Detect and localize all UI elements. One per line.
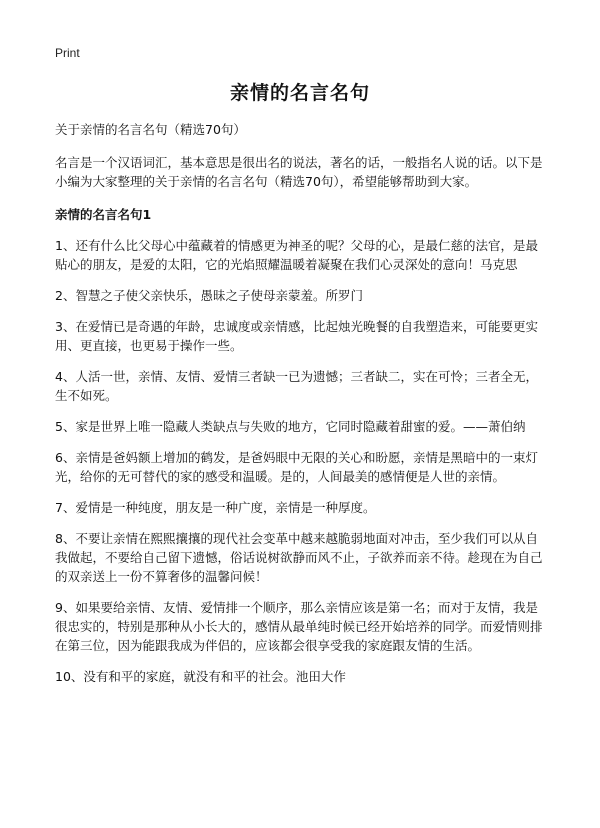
quote-item-8: 8、不要让亲情在熙熙攘攘的现代社会变革中越来越脆弱地面对冲击，至少我们可以从自我做起，不要给自己留下遗憾，俗话说树欲静而风不止，子欲养而亲不待。趁现在为自己的双亲送上一份不算奢侈的温馨问候！ (55, 531, 543, 584)
quote-item-3: 3、在爱情已是奇遇的年龄，忠诚度或亲情感，比起烛光晚餐的自我塑造来，可能要更实用、更直接，也更易于操作一些。 (55, 319, 538, 353)
print-link[interactable]: Print (55, 46, 80, 60)
article-body (55, 120, 549, 698)
section-heading: 亲情的名言名句1 (55, 207, 152, 222)
intro-paragraph: 名言是一个汉语词汇，基本意思是很出名的说法，著名的话，一般指名人说的话。以下是小编为大家整理的关于亲情的名言名句（精选70句），希望能够帮助到大家。 (55, 155, 543, 189)
quote-item-5: 5、家是世界上唯一隐藏人类缺点与失败的地方，它同时隐藏着甜蜜的爱。——萧伯纳 (55, 419, 526, 434)
page-title: 亲情的名言名句 (229, 82, 370, 104)
quote-item-6: 6、亲情是爸妈额上增加的鹤发，是爸妈眼中无限的关心和盼愿，亲情是黑暗中的一束灯光，给你的无可替代的家的感受和温暖。是的，人间最美的感情便是人世的亲情。 (55, 450, 538, 484)
quote-item-9: 9、如果要给亲情、友情、爱情排一个顺序，那么亲情应该是第一名；而对于友情，我是很忠实的，特别是那种从小长大的，感情从最单纯时候已经开始培养的同学。而爱情则排在第三位，因为能跟我成为伴侣的，应该都会很享受我的家庭跟友情的生活。 (55, 600, 543, 653)
quote-item-7: 7、爱情是一种纯度，朋友是一种广度，亲情是一种厚度。 (55, 500, 376, 515)
subtitle: 关于亲情的名言名句（精选70句） (55, 122, 246, 137)
quote-item-4: 4、人活一世，亲情、友情、爱情三者缺一已为遗憾；三者缺二，实在可怜；三者全无，生不如死。 (55, 369, 538, 403)
quote-item-2: 2、智慧之子使父亲快乐，愚昧之子使母亲蒙羞。所罗门 (55, 288, 363, 303)
quote-item-1: 1、还有什么比父母心中蕴藏着的情感更为神圣的呢？父母的心，是最仁慈的法官，是最贴心的朋友，是爱的太阳，它的光焰照耀温暖着凝聚在我们心灵深处的意向！马克思 (55, 238, 538, 272)
quote-item-10: 10、没有和平的家庭，就没有和平的社会。池田大作 (55, 669, 346, 684)
